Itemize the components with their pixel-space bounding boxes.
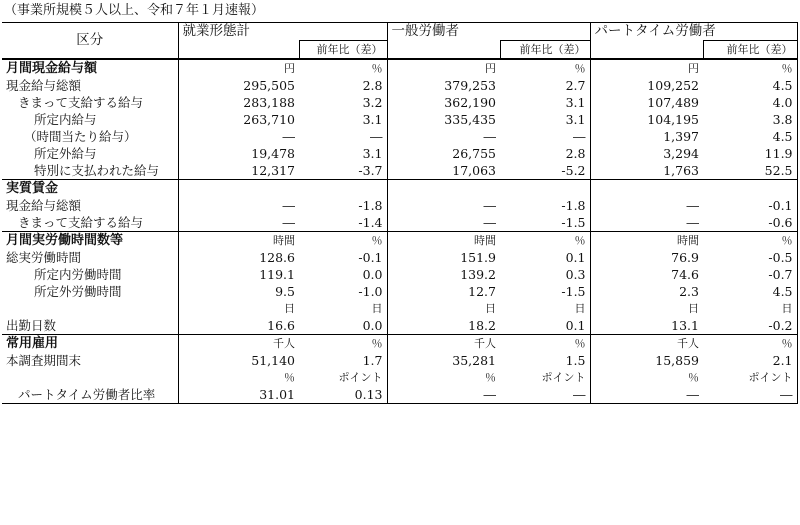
table-row	[2, 249, 797, 266]
table-row	[2, 214, 797, 232]
value-cell: 4.5	[703, 128, 797, 145]
value-cell: 18.2	[387, 317, 500, 335]
table-caption: （事業所規模５人以上、令和７年１月速報）	[4, 3, 265, 18]
unit-cell: ポイント	[338, 371, 383, 384]
unit-row	[2, 300, 797, 317]
row-label-empty	[2, 369, 178, 386]
unit-cell: 日	[574, 302, 586, 315]
unit-cell: ％	[178, 369, 299, 386]
value-cell: -1.8	[561, 198, 586, 213]
value-cell: 0.13	[299, 386, 387, 404]
value-cell: 12,317	[178, 162, 299, 180]
value-cell: 0.0	[362, 267, 383, 282]
value-cell: ―	[178, 214, 299, 232]
unit-cell: 時間	[590, 232, 703, 250]
unit-cell: 千人	[387, 335, 500, 353]
value-cell: 283,188	[178, 94, 299, 111]
value-cell: 3,294	[590, 145, 703, 162]
section-title: 月間実労働時間数等	[2, 232, 178, 250]
value-cell: 51,140	[178, 352, 299, 369]
section-title: 実質賃金	[2, 180, 178, 198]
value-cell: ―	[500, 386, 590, 404]
value-cell: 15,859	[590, 352, 703, 369]
value-cell: 1,763	[590, 162, 703, 180]
section-header-row	[2, 335, 797, 353]
value-cell: -1.5	[561, 215, 586, 230]
value-cell: 3.1	[362, 146, 383, 161]
value-cell: 3.2	[362, 95, 383, 110]
row-label: 所定内労働時間	[34, 267, 122, 282]
unit-cell: 日	[703, 300, 797, 317]
unit-cell: ％	[703, 59, 797, 77]
value-cell: ―	[590, 197, 703, 214]
table-row	[2, 352, 797, 369]
value-cell: 139.2	[387, 266, 500, 283]
section-header-row	[2, 180, 797, 198]
value-cell: 119.1	[178, 266, 299, 283]
unit-cell: ％	[299, 232, 387, 250]
value-cell: 107,489	[590, 94, 703, 111]
table-row	[2, 266, 797, 283]
value-cell: -0.1	[703, 197, 797, 214]
value-cell: 2.1	[703, 352, 797, 369]
value-cell: ―	[387, 197, 500, 214]
row-label: 現金給与総額	[6, 198, 82, 213]
value-cell: ―	[573, 129, 586, 144]
value-cell: -0.6	[703, 214, 797, 232]
value-cell: 1.5	[565, 353, 586, 368]
table-row	[2, 111, 797, 128]
unit-cell: 時間	[387, 232, 500, 250]
row-label-empty	[2, 300, 178, 317]
group-header-general: 一般労働者	[387, 23, 590, 41]
value-cell: 151.9	[387, 249, 500, 266]
value-cell: -1.5	[561, 284, 586, 299]
value-cell: 16.6	[178, 317, 299, 335]
unit-cell: 日	[371, 302, 383, 315]
row-label: 所定外給与	[34, 146, 97, 161]
row-label: きまって支給する給与	[18, 95, 144, 110]
table-row	[2, 317, 797, 335]
row-label: （時間当たり給与）	[24, 129, 137, 144]
value-cell: 0.1	[565, 250, 586, 265]
value-cell: 52.5	[703, 162, 797, 180]
table-row	[2, 386, 797, 404]
unit-cell: ％	[703, 232, 797, 250]
value-cell: 1.7	[362, 353, 383, 368]
table-row	[2, 197, 797, 214]
category-header: 区分	[2, 23, 178, 60]
value-cell: -1.4	[358, 215, 383, 230]
value-cell: 19,478	[178, 145, 299, 162]
value-cell: -1.0	[358, 284, 383, 299]
unit-row	[2, 369, 797, 386]
unit-cell: 日	[387, 300, 500, 317]
value-cell: -0.7	[703, 266, 797, 283]
value-cell: 1,397	[590, 128, 703, 145]
unit-cell: 日	[178, 300, 299, 317]
row-label: 出勤日数	[6, 318, 57, 333]
value-cell: ―	[178, 197, 299, 214]
value-cell: ―	[590, 386, 703, 404]
unit-cell: 円	[178, 59, 299, 77]
unit-cell: 円	[590, 59, 703, 77]
value-cell: 3.1	[565, 112, 586, 127]
yoy-header: 前年比（差）	[500, 41, 590, 60]
unit-cell: 円	[387, 59, 500, 77]
value-cell: ―	[387, 128, 500, 145]
value-cell: 2.8	[362, 78, 383, 93]
table-row	[2, 145, 797, 162]
table-row	[2, 128, 797, 145]
wage-statistics-table	[2, 22, 798, 404]
unit-cell: ％	[703, 335, 797, 353]
group-header-total: 就業形態計	[178, 23, 387, 41]
value-cell: 0.0	[362, 318, 383, 333]
yoy-header: 前年比（差）	[299, 41, 387, 60]
value-cell: 379,253	[387, 77, 500, 94]
value-cell: -0.5	[703, 249, 797, 266]
group-header-parttime: パートタイム労働者	[590, 23, 797, 41]
table-row	[2, 94, 797, 111]
unit-cell: ％	[387, 369, 500, 386]
row-label: 所定外労働時間	[34, 284, 122, 299]
row-label: 本調査期間末	[6, 353, 82, 368]
value-cell: 76.9	[590, 249, 703, 266]
value-cell: ―	[178, 128, 299, 145]
unit-cell: 時間	[178, 232, 299, 250]
row-label: パートタイム労働者比率	[2, 386, 178, 404]
value-cell: -3.7	[358, 163, 383, 178]
row-label: きまって支給する給与	[18, 215, 144, 230]
value-cell: 2.7	[565, 78, 586, 93]
value-cell: 9.5	[178, 283, 299, 300]
value-cell: 74.6	[590, 266, 703, 283]
header-row	[2, 23, 797, 41]
value-cell: 12.7	[387, 283, 500, 300]
unit-cell: ％	[590, 369, 703, 386]
value-cell: ―	[387, 386, 500, 404]
table-row	[2, 162, 797, 180]
unit-cell: ％	[500, 335, 590, 353]
unit-cell: ポイント	[703, 369, 797, 386]
value-cell: -1.8	[358, 198, 383, 213]
value-cell: 35,281	[387, 352, 500, 369]
value-cell: 17,063	[387, 162, 500, 180]
row-label: 現金給与総額	[6, 78, 82, 93]
row-label: 特別に支払われた給与	[34, 163, 160, 178]
value-cell: 4.5	[703, 77, 797, 94]
value-cell: 13.1	[590, 317, 703, 335]
value-cell: ―	[370, 129, 383, 144]
row-label: 所定内給与	[34, 112, 97, 127]
value-cell: 335,435	[387, 111, 500, 128]
value-cell: -0.1	[358, 250, 383, 265]
value-cell: 104,195	[590, 111, 703, 128]
table-row	[2, 77, 797, 94]
value-cell: 263,710	[178, 111, 299, 128]
value-cell: 4.5	[703, 283, 797, 300]
unit-cell: ％	[299, 335, 387, 353]
value-cell: 362,190	[387, 94, 500, 111]
value-cell: 3.8	[703, 111, 797, 128]
section-title: 月間現金給与額	[6, 61, 98, 76]
value-cell: 0.1	[565, 318, 586, 333]
value-cell: ―	[590, 214, 703, 232]
value-cell: ―	[703, 386, 797, 404]
table-row	[2, 283, 797, 300]
section-header-row	[2, 59, 797, 77]
value-cell: ―	[387, 214, 500, 232]
value-cell: 109,252	[590, 77, 703, 94]
value-cell: 26,755	[387, 145, 500, 162]
unit-cell: ポイント	[541, 371, 586, 384]
value-cell: 2.3	[590, 283, 703, 300]
value-cell: 3.1	[565, 95, 586, 110]
unit-cell: 千人	[590, 335, 703, 353]
unit-cell: ％	[574, 62, 586, 75]
unit-cell: ％	[500, 232, 590, 250]
yoy-header: 前年比（差）	[703, 41, 797, 60]
value-cell: 11.9	[703, 145, 797, 162]
section-title: 常用雇用	[2, 335, 178, 353]
unit-cell: ％	[371, 62, 383, 75]
value-cell: 4.0	[703, 94, 797, 111]
value-cell: 128.6	[178, 249, 299, 266]
unit-cell: 日	[590, 300, 703, 317]
value-cell: 3.1	[362, 112, 383, 127]
value-cell: -5.2	[561, 163, 586, 178]
value-cell: 0.3	[565, 267, 586, 282]
value-cell: -0.2	[703, 317, 797, 335]
value-cell: 2.8	[565, 146, 586, 161]
value-cell: 295,505	[178, 77, 299, 94]
unit-cell: 千人	[178, 335, 299, 353]
section-header-row	[2, 232, 797, 250]
row-label: 総実労働時間	[6, 250, 82, 265]
value-cell: 31.01	[178, 386, 299, 404]
